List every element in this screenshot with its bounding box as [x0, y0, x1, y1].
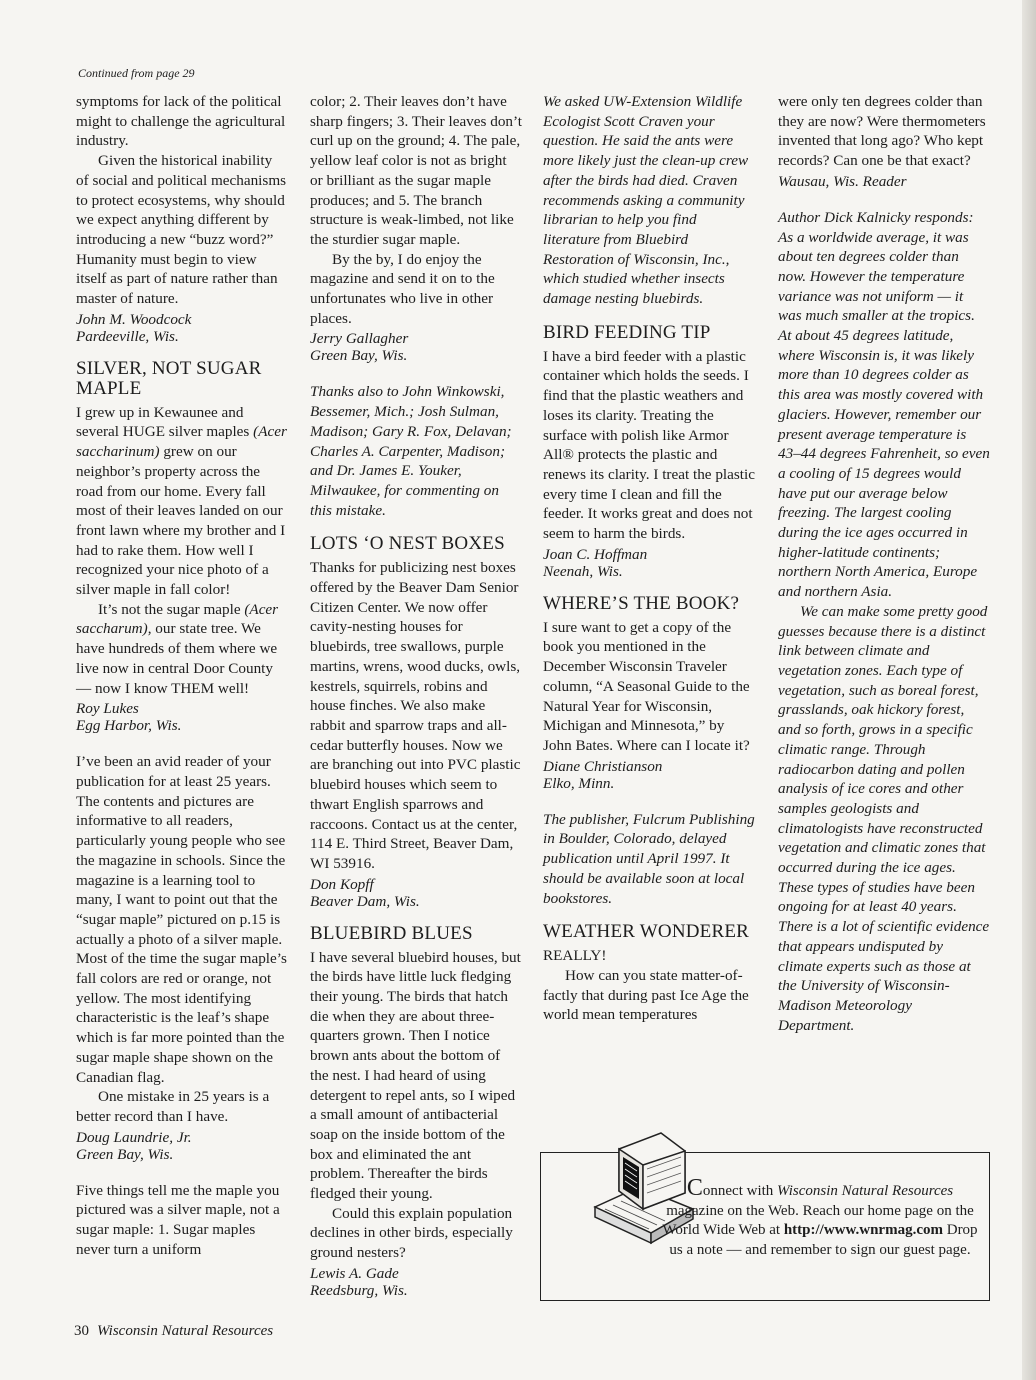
signature-place: Pardeeville, Wis.	[76, 327, 179, 345]
section-heading: BIRD FEEDING TIP	[543, 321, 711, 343]
column-4	[778, 92, 990, 1035]
continued-note: Continued from page 29	[78, 66, 195, 80]
letter-paragraph: symptoms for lack of the political might to challenge the agricultural industry.	[76, 93, 286, 150]
letter-paragraph: Five things tell me the maple you pictured was a silver maple, not a sugar maple: 1. Sugar maples never turn a uniform	[76, 1181, 280, 1258]
signature	[76, 700, 288, 734]
signature	[310, 1265, 522, 1299]
signature-place: Elko, Minn.	[543, 774, 615, 792]
letter-paragraph: Given the historical inability of social and political mechanisms to protect ecosystems, why should we expect anything different by introducing a new “buzz word?” Humanity must begin to view itself as part of nature rather than master of nature.	[76, 152, 287, 308]
signature-name: John M. Woodcock	[76, 310, 192, 328]
letter-paragraph: color; 2. Their leaves don’t have sharp fingers; 3. Their leaves don’t curl up on the ground; 4. The pale, yellow leaf color is not as bright or brilliant as the sugar maple produces; and 5. The branch structure is weak-limbed, not like the sturdier sugar maple.	[310, 93, 523, 248]
letter-paragraph: I have several bluebird houses, but the birds have little luck fledging their young. The birds that hatch die when they are about three-quarters grown. Then I notice brown ants about the bottom of the nest. I had heard of using detergent to repel ants, so I wiped a small amount of antibacterial soap on the inside bottom of the box and eliminated the ant problem. Thereafter the birds fledged their young.	[310, 948, 521, 1203]
editor-reply: We can make some pretty good guesses because there is a distinct link between climate and vegetation zones. Each type of vegetation, such as boreal forest, grasslands, oak hickory forest, and so forth, grows in a specific climatic range. Through radiocarbon dating and pollen analysis of ice cores and other samples geologists and climatologists have reconstructed vegetation and climatic zones that occurred during the ice ages. These types of studies have been ongoing for at least 40 years. There is a lot of scientific evidence that appears undisputed by climate experts such as those at the University of Wisconsin-Madison Meteorology Department.	[778, 602, 990, 1034]
column-2	[310, 92, 522, 1299]
signature-name: Wausau, Wis. Reader	[778, 172, 907, 190]
signature-place: Reedsburg, Wis.	[310, 1281, 408, 1299]
letter-paragraph: Thanks for publicizing nest boxes offered by the Beaver Dam Senior Citizen Center. We now offer cavity-nesting houses for bluebirds, tree swallows, purple martins, wrens, wood ducks, owls, kestrels, squirrels, robins and house finches. We also make rabbit and sparrow traps and all-cedar butterfly houses. Now we are branching out into PVC plastic bluebird houses which seem to thwart English sparrows and raccoons. Contact us at the center, 114 E. Third Street, Beaver Dam, WI 53916.	[310, 559, 521, 872]
signature	[76, 311, 288, 345]
signature	[310, 876, 522, 910]
letter-paragraph: It’s not the sugar maple (Acer saccharum), our state tree. We have hundreds of them where we live now in central Door County — now I know THEM well!	[76, 600, 279, 697]
signature-place: Egg Harbor, Wis.	[76, 717, 182, 735]
magazine-name: Wisconsin Natural Resources	[97, 1323, 274, 1339]
letter-paragraph: I have a bird feeder with a plastic container which holds the seeds. I find that the plastic weathers and loses its clarity. Treating the surface with polish like Armor All® protects the plastic and renews its clarity. I treat the plastic every time I clean and fill the feeder. It works great and does not seem to harm the birds.	[543, 347, 755, 543]
column-1	[76, 92, 288, 1259]
section-heading: WHERE’S THE BOOK?	[543, 592, 740, 614]
letter-paragraph: One mistake in 25 years is a better record than I have.	[76, 1088, 270, 1125]
editor-note: Thanks also to John Winkowski, Bessemer, Mich.; Josh Sulman, Madison; Gary R. Fox, Delavan; Charles A. Carpenter, Madison; and Dr. James E. Youker, Milwaukee, for commenting on this mistake.	[310, 383, 512, 519]
signature	[778, 173, 990, 190]
page-footer	[74, 1323, 273, 1340]
website-link[interactable]: http://www.wnrmag.com	[783, 1222, 943, 1238]
section-subheading: REALLY!	[543, 947, 607, 965]
signature	[543, 758, 755, 792]
section-heading: LOTS ‘O NEST BOXES	[310, 533, 505, 555]
letter-paragraph: were only ten degrees colder than they are now? Were thermometers invented that long ago? Who kept records? Can one be that exact?	[778, 93, 986, 170]
letter-paragraph: Could this explain population declines in other birds, especially ground nesters?	[310, 1204, 513, 1262]
signature-place: Beaver Dam, Wis.	[310, 892, 420, 910]
letter-paragraph: I’ve been an avid reader of your publication for at least 25 years. The contents and pictures are informative to all readers, particularly young people who see the magazine in schools. Since the magazine is a learning tool to many, I want to point out that the “sugar maple” pictured on p.15 is actually a photo of a silver maple. Most of the time the sugar maple’s fall colors are red or orange, not yellow. The most identifying characteristic is the leaf’s shape which is far more pointed than the sugar maple shape shown on the Canadian flag.	[76, 753, 287, 1086]
signature-name: Roy Lukes	[76, 700, 139, 718]
editor-reply: The publisher, Fulcrum Publishing in Boulder, Colorado, delayed publication until April 1997. It should be available soon at local bookstores.	[543, 810, 755, 907]
page-number: 30	[74, 1323, 89, 1339]
signature-place: Green Bay, Wis.	[310, 347, 408, 365]
letter-paragraph: How can you state matter-of-factly that during past Ice Age the world mean temperatures	[543, 966, 749, 1024]
signature-name: Joan C. Hoffman	[543, 545, 648, 563]
signature-name: Doug Laundrie, Jr.	[76, 1128, 192, 1146]
editor-reply: Author Dick Kalnicky responds: As a worldwide average, it was about ten degrees colder than now. However the temperature variance was not uniform — it was much smaller at the tropics. At about 45 degrees latitude, where Wisconsin is, it was likely more than 10 degrees colder as this area was mostly covered with glaciers. However, remember our present average temperature is 43–44 degrees Fahrenheit, so even a cooling of 15 degrees would have put our average below freezing. The largest cooling during the ice ages occurred in higher-latitude continents; northern North America, Europe and northern Asia.	[778, 208, 990, 601]
letter-paragraph: I sure want to get a copy of the book you mentioned in the December Wisconsin Traveler column, “A Seasonal Guide to the Natural Year for Wisconsin, Michigan and Minnesota,” by John Bates. Where can I locate it?	[543, 618, 750, 754]
signature-place: Green Bay, Wis.	[76, 1145, 174, 1163]
signature-place: Neenah, Wis.	[543, 562, 623, 580]
section-heading: BLUEBIRD BLUES	[310, 922, 473, 944]
letter-paragraph: I grew up in Kewaunee and several HUGE silver maples (Acer saccharinum) grew on our neighbor’s property across the road from our home. Every fall most of their leaves landed on our front lawn where my brother and I had to rake them. How well I recognized your nice photo of a silver maple in fall color!	[76, 403, 287, 599]
web-promo-box	[540, 1152, 990, 1301]
page-edge-shadow	[1022, 0, 1036, 1380]
editor-reply: We asked UW-Extension Wildlife Ecologist Scott Craven your question. He said the ants were more likely just the clean-up crew after the birds had died. Craven recommends asking a community librarian to help you find literature from Bluebird Restoration of Wisconsin, Inc., which studied whether insects damage nesting bluebirds.	[543, 93, 749, 308]
signature-name: Jerry Gallagher	[310, 330, 409, 348]
drop-cap: C	[686, 1175, 703, 1201]
column-3	[543, 92, 755, 1025]
letter-paragraph: By the by, I do enjoy the magazine and send it on to the unfortunates who live in other places.	[310, 250, 495, 327]
signature-name: Diane Christianson	[543, 757, 663, 775]
signature	[310, 330, 522, 364]
signature	[76, 1129, 288, 1163]
section-heading: WEATHER WONDERER	[543, 921, 750, 943]
section-heading: SILVER, NOT SUGAR MAPLE	[76, 357, 262, 399]
signature-name: Lewis A. Gade	[310, 1264, 399, 1282]
signature	[543, 546, 755, 580]
signature-name: Don Kopff	[310, 875, 374, 893]
promo-text: Connect with Wisconsin Natural Resources magazine on the Web. Reach our home page on the World Wide Web at http://www.wnrmag.com Drop us a note — and remember to sign our guest page.	[662, 1175, 978, 1258]
